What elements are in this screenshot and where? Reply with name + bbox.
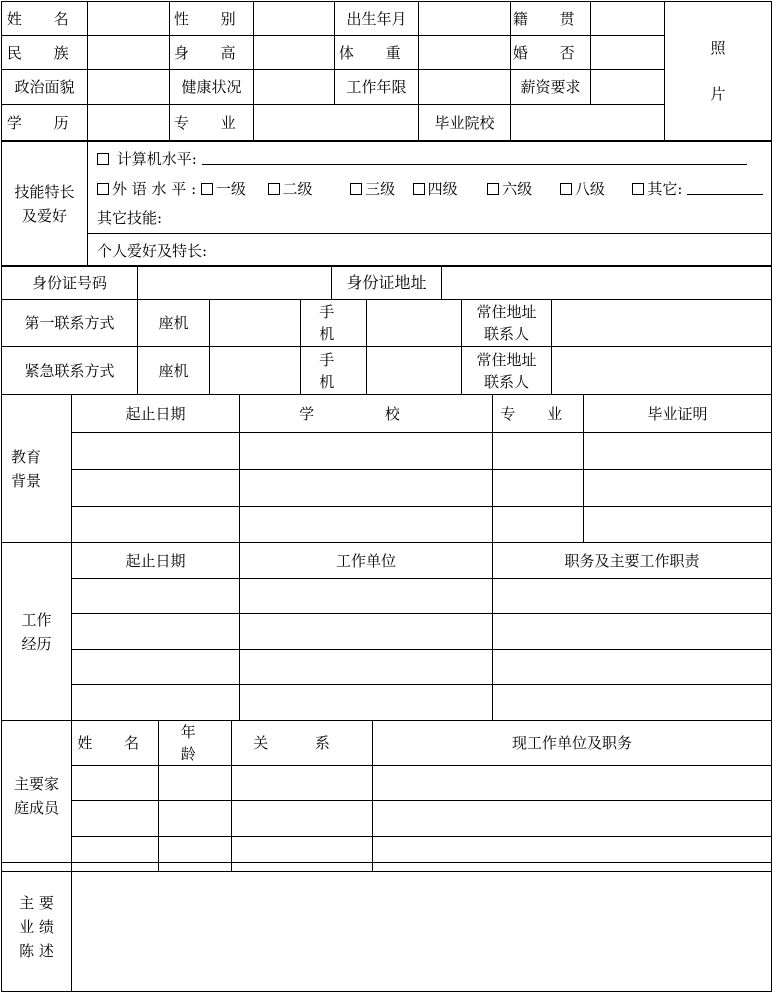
- family-cell[interactable]: [159, 801, 232, 837]
- work-cell[interactable]: [240, 650, 493, 685]
- education-section-label: [2, 395, 72, 543]
- gender-label: 性 别: [170, 2, 254, 36]
- id-address-field[interactable]: [442, 266, 772, 300]
- first-address-label-2: 联系人: [483, 325, 529, 343]
- major-label: 专 业: [170, 105, 254, 141]
- edu-cell[interactable]: [240, 470, 493, 507]
- education-field[interactable]: [88, 105, 170, 141]
- edu-header-dates: 起止日期: [72, 395, 240, 433]
- work-cell[interactable]: [72, 685, 240, 721]
- edu-header-major: 专 业: [493, 395, 584, 433]
- work-section-label-2: 经历: [21, 634, 52, 653]
- first-address-label-1: 常住地址: [476, 303, 537, 321]
- major-field[interactable]: [254, 105, 419, 141]
- political-label: 政治面貌: [2, 70, 88, 105]
- family-header-relation: 关 系: [232, 721, 373, 766]
- family-header-name: 姓 名: [72, 721, 159, 766]
- id-number-label: 身份证号码: [2, 266, 138, 300]
- edu-cell[interactable]: [240, 507, 493, 543]
- gender-field[interactable]: [254, 2, 335, 36]
- family-header-age: 年 龄: [159, 721, 232, 766]
- work-cell[interactable]: [493, 579, 772, 614]
- table-row: [2, 579, 772, 614]
- level-1-checkbox[interactable]: [201, 183, 213, 195]
- achievements-label: [2, 863, 72, 992]
- emergency-mobile-field[interactable]: [367, 347, 462, 395]
- level-2-checkbox[interactable]: [268, 183, 280, 195]
- work-cell[interactable]: [72, 614, 240, 650]
- work-cell[interactable]: [493, 614, 772, 650]
- first-address-label: [462, 300, 552, 347]
- level-1-label: 一级: [215, 180, 246, 198]
- achievements-label-2: 业 绩: [19, 918, 54, 936]
- photo-box[interactable]: [665, 2, 772, 141]
- first-address-field[interactable]: [552, 300, 772, 347]
- marital-label: 婚 否: [511, 36, 591, 70]
- hobbies-row[interactable]: [88, 234, 771, 266]
- work-years-label: 工作年限: [335, 70, 419, 105]
- achievements-field[interactable]: [72, 863, 772, 992]
- edu-header-certificate: 毕业证明: [584, 395, 772, 433]
- achievements-label-1: 主 要: [19, 894, 54, 912]
- computer-checkbox[interactable]: [97, 153, 109, 165]
- ethnic-field[interactable]: [88, 36, 170, 70]
- work-cell[interactable]: [240, 579, 493, 614]
- first-landline-label: 座机: [138, 300, 210, 347]
- work-cell[interactable]: [493, 650, 772, 685]
- native-field[interactable]: [591, 2, 665, 36]
- edu-cell[interactable]: [493, 433, 584, 470]
- table-row: [2, 801, 772, 837]
- achievements-table: [1, 862, 772, 992]
- name-field[interactable]: [88, 2, 170, 36]
- family-section-label-1: 主要家: [13, 775, 59, 793]
- table-row: [2, 685, 772, 721]
- salary-field[interactable]: [591, 70, 665, 105]
- emergency-landline-label: 座机: [138, 347, 210, 395]
- edu-cell[interactable]: [72, 470, 240, 507]
- level-2-label: 二级: [282, 180, 313, 198]
- edu-cell[interactable]: [240, 433, 493, 470]
- birth-label: 出生年月: [335, 2, 419, 36]
- work-section-label: [2, 543, 72, 721]
- table-row: [2, 433, 772, 470]
- edu-cell[interactable]: [584, 470, 772, 507]
- weight-label: 体 重: [335, 36, 419, 70]
- family-section-label-2: 庭成员: [13, 799, 59, 817]
- language-label: 外 语 水 平 :: [112, 180, 197, 198]
- basic-info-table: [1, 1, 772, 141]
- other-skills-row[interactable]: [88, 204, 771, 234]
- skills-label-2: 及爱好: [21, 207, 67, 225]
- edu-header-school: 学 校: [240, 395, 493, 433]
- edu-cell[interactable]: [584, 433, 772, 470]
- health-label: 健康状况: [170, 70, 254, 105]
- skills-content: [88, 142, 772, 267]
- edu-cell[interactable]: [584, 507, 772, 543]
- computer-line[interactable]: [202, 150, 747, 165]
- education-section-label-1: 教育: [11, 447, 42, 466]
- id-table: [1, 265, 772, 300]
- native-label: 籍 贯: [511, 2, 591, 36]
- skills-label: [2, 142, 88, 267]
- political-field[interactable]: [88, 70, 170, 105]
- work-header-employer: 工作单位: [240, 543, 493, 579]
- salary-label: 薪资要求: [511, 70, 591, 105]
- emergency-address-field[interactable]: [552, 347, 772, 395]
- work-header-dates: 起止日期: [72, 543, 240, 579]
- edu-cell[interactable]: [493, 470, 584, 507]
- level-other-label: 其它:: [647, 180, 683, 198]
- edu-cell[interactable]: [72, 433, 240, 470]
- family-table: [1, 720, 772, 872]
- family-header-employer: 现工作单位及职务: [373, 721, 772, 766]
- level-3-label: 三级: [365, 180, 396, 198]
- education-label: 学 历: [2, 105, 88, 141]
- table-row: [2, 766, 772, 801]
- language-checkbox[interactable]: [97, 183, 109, 195]
- table-row: [2, 614, 772, 650]
- contact-table: [1, 299, 772, 395]
- level-8-label: 八级: [574, 180, 605, 198]
- level-6-label: 六级: [502, 180, 533, 198]
- marital-field[interactable]: [591, 36, 665, 70]
- other-skills-label: 其它技能:: [97, 209, 163, 227]
- level-3-checkbox[interactable]: [350, 183, 362, 195]
- work-years-field[interactable]: [419, 70, 511, 105]
- height-field[interactable]: [254, 36, 335, 70]
- computer-label: 计算机水平:: [116, 150, 197, 168]
- work-section-label-1: 工作: [21, 610, 52, 629]
- weight-field[interactable]: [419, 36, 511, 70]
- emergency-contact-label: 紧急联系方式: [2, 347, 138, 395]
- emergency-mobile-label: 手 机: [301, 347, 367, 395]
- edu-cell[interactable]: [72, 507, 240, 543]
- level-other-checkbox[interactable]: [632, 183, 644, 195]
- education-section-label-2: 背景: [11, 471, 42, 490]
- family-cell[interactable]: [373, 766, 772, 801]
- level-4-checkbox[interactable]: [413, 183, 425, 195]
- work-cell[interactable]: [72, 650, 240, 685]
- family-cell[interactable]: [72, 766, 159, 801]
- family-cell[interactable]: [232, 801, 373, 837]
- emergency-landline-field[interactable]: [210, 347, 301, 395]
- edu-cell[interactable]: [493, 507, 584, 543]
- school-field[interactable]: [511, 105, 665, 141]
- table-row: [2, 470, 772, 507]
- work-cell[interactable]: [72, 579, 240, 614]
- birth-field[interactable]: [419, 2, 511, 36]
- work-header-duties: 职务及主要工作职责: [493, 543, 772, 579]
- table-row: [2, 650, 772, 685]
- family-cell[interactable]: [72, 801, 159, 837]
- emergency-address-label: [462, 347, 552, 395]
- first-mobile-field[interactable]: [367, 300, 462, 347]
- work-cell[interactable]: [240, 685, 493, 721]
- first-contact-label: 第一联系方式: [2, 300, 138, 347]
- education-table: [1, 394, 772, 543]
- photo-label-2: 片: [710, 85, 726, 103]
- skills-label-1: 技能特长: [14, 183, 75, 201]
- work-table: [1, 542, 772, 721]
- skills-table: [1, 141, 772, 267]
- work-cell[interactable]: [493, 685, 772, 721]
- id-number-field[interactable]: [138, 266, 332, 300]
- family-cell[interactable]: [232, 766, 373, 801]
- emergency-address-label-1: 常住地址: [476, 350, 537, 369]
- family-cell[interactable]: [159, 766, 232, 801]
- table-row: [2, 507, 772, 543]
- achievements-label-3: 陈 述: [19, 942, 54, 960]
- first-mobile-label: 手 机: [301, 300, 367, 347]
- level-6-checkbox[interactable]: [487, 183, 499, 195]
- family-cell[interactable]: [373, 801, 772, 837]
- photo-label-1: 照: [710, 39, 726, 57]
- name-label: 姓 名: [2, 2, 88, 36]
- work-cell[interactable]: [240, 614, 493, 650]
- first-landline-field[interactable]: [210, 300, 301, 347]
- school-label: 毕业院校: [419, 105, 511, 141]
- level-8-checkbox[interactable]: [560, 183, 572, 195]
- health-field[interactable]: [254, 70, 335, 105]
- level-4-label: 四级: [427, 180, 458, 198]
- family-section-label: [2, 721, 72, 872]
- hobbies-label: 个人爱好及特长:: [97, 242, 208, 260]
- ethnic-label: 民 族: [2, 36, 88, 70]
- emergency-address-label-2: 联系人: [483, 372, 529, 391]
- height-label: 身 高: [170, 36, 254, 70]
- level-other-line[interactable]: [687, 180, 763, 195]
- id-address-label: 身份证地址: [332, 266, 442, 300]
